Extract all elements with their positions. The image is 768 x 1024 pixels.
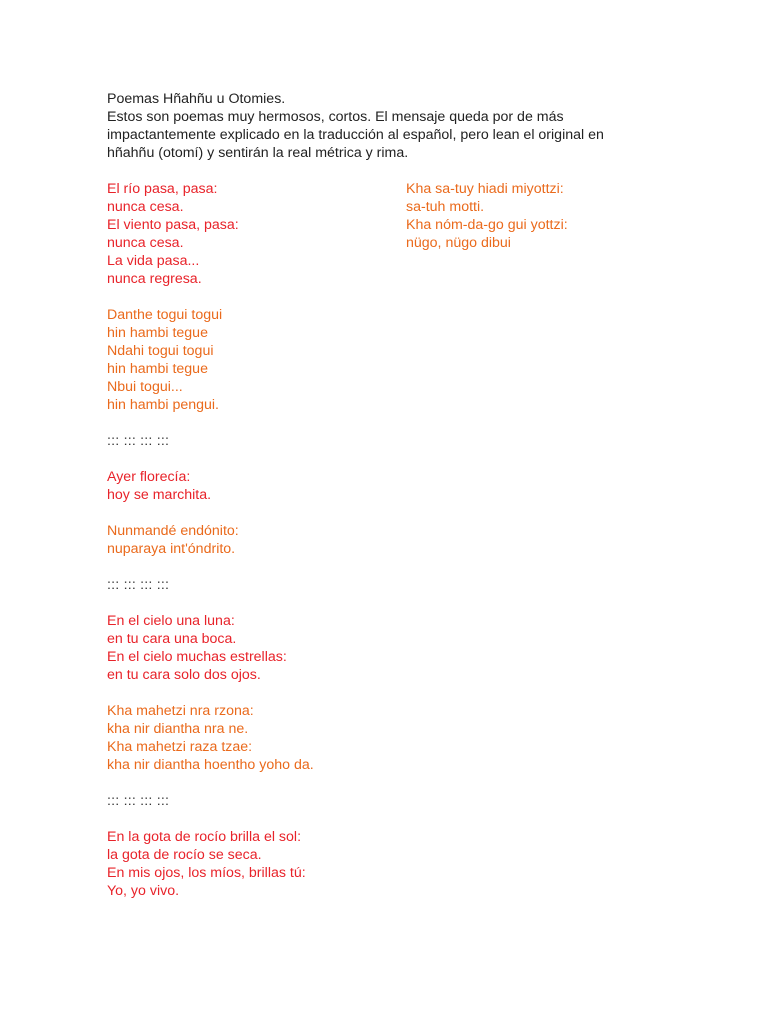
poem-line: Danthe togui togui (107, 307, 223, 323)
poem-line: hin hambi tegue (107, 325, 208, 341)
poem-line: En mis ojos, los míos, brillas tú: (107, 865, 306, 881)
poem-line: nunca cesa. (107, 199, 184, 215)
poem-line: En la gota de rocío brilla el sol: (107, 829, 302, 845)
poem-line: nunca regresa. (107, 271, 202, 287)
poem-line: nuparaya int'óndrito. (107, 541, 236, 557)
poem3-spanish (107, 612, 667, 684)
poem4-otomi (406, 180, 706, 252)
poem-line: nügo, nügo dibui (406, 235, 511, 251)
poem-line: hin hambi pengui. (107, 397, 220, 413)
poem-line: kha nir diantha nra ne. (107, 721, 249, 737)
separator (107, 576, 667, 594)
separator-line: ::: ::: ::: ::: (107, 577, 170, 593)
separator (107, 432, 667, 450)
poem-line: El río pasa, pasa: (107, 181, 218, 197)
poem4-spanish (107, 828, 667, 900)
poem-line: Kha mahetzi nra rzona: (107, 703, 254, 719)
separator (107, 792, 667, 810)
poem-line: En el cielo muchas estrellas: (107, 649, 287, 665)
poem-line: Nunmandé endónito: (107, 523, 239, 539)
poem-line: Kha nóm-da-go gui yottzi: (406, 217, 568, 233)
poem-line: Nbui togui... (107, 379, 183, 395)
poem-line: El viento pasa, pasa: (107, 217, 239, 233)
poem-line: Kha sa-tuy hiadi miyottzi: (406, 181, 564, 197)
poem-line: la gota de rocío se seca. (107, 847, 262, 863)
poem2-spanish (107, 468, 667, 504)
poem-line: En el cielo una luna: (107, 613, 235, 629)
poem1-otomi (107, 306, 667, 414)
intro-line: Estos son poemas muy hermosos, cortos. El mensaje queda por de más (107, 109, 564, 125)
separator-line: ::: ::: ::: ::: (107, 433, 170, 449)
intro-line: hñahñu (otomí) y sentirán la real métrica y rima. (107, 145, 409, 161)
intro-section (107, 90, 667, 162)
poem-line: sa-tuh motti. (406, 199, 485, 215)
poem-line: nunca cesa. (107, 235, 184, 251)
poem2-otomi (107, 522, 667, 558)
poem-line: La vida pasa... (107, 253, 200, 269)
poem3-otomi (107, 702, 667, 774)
separator-line: ::: ::: ::: ::: (107, 793, 170, 809)
poem-line: kha nir diantha hoentho yoho da. (107, 757, 314, 773)
document-title: Poemas Hñahñu u Otomies. (107, 91, 286, 107)
poem-line: hoy se marchita. (107, 487, 212, 503)
poem-line: Kha mahetzi raza tzae: (107, 739, 253, 755)
poem-line: en tu cara una boca. (107, 631, 237, 647)
poem-line: Ndahi togui togui (107, 343, 214, 359)
poem-line: Yo, yo vivo. (107, 883, 180, 899)
poem-line: hin hambi tegue (107, 361, 208, 377)
intro-line: impactantemente explicado en la traducción al español, pero lean el original en (107, 127, 604, 143)
poem-line: Ayer florecía: (107, 469, 191, 485)
poem-line: en tu cara solo dos ojos. (107, 667, 261, 683)
